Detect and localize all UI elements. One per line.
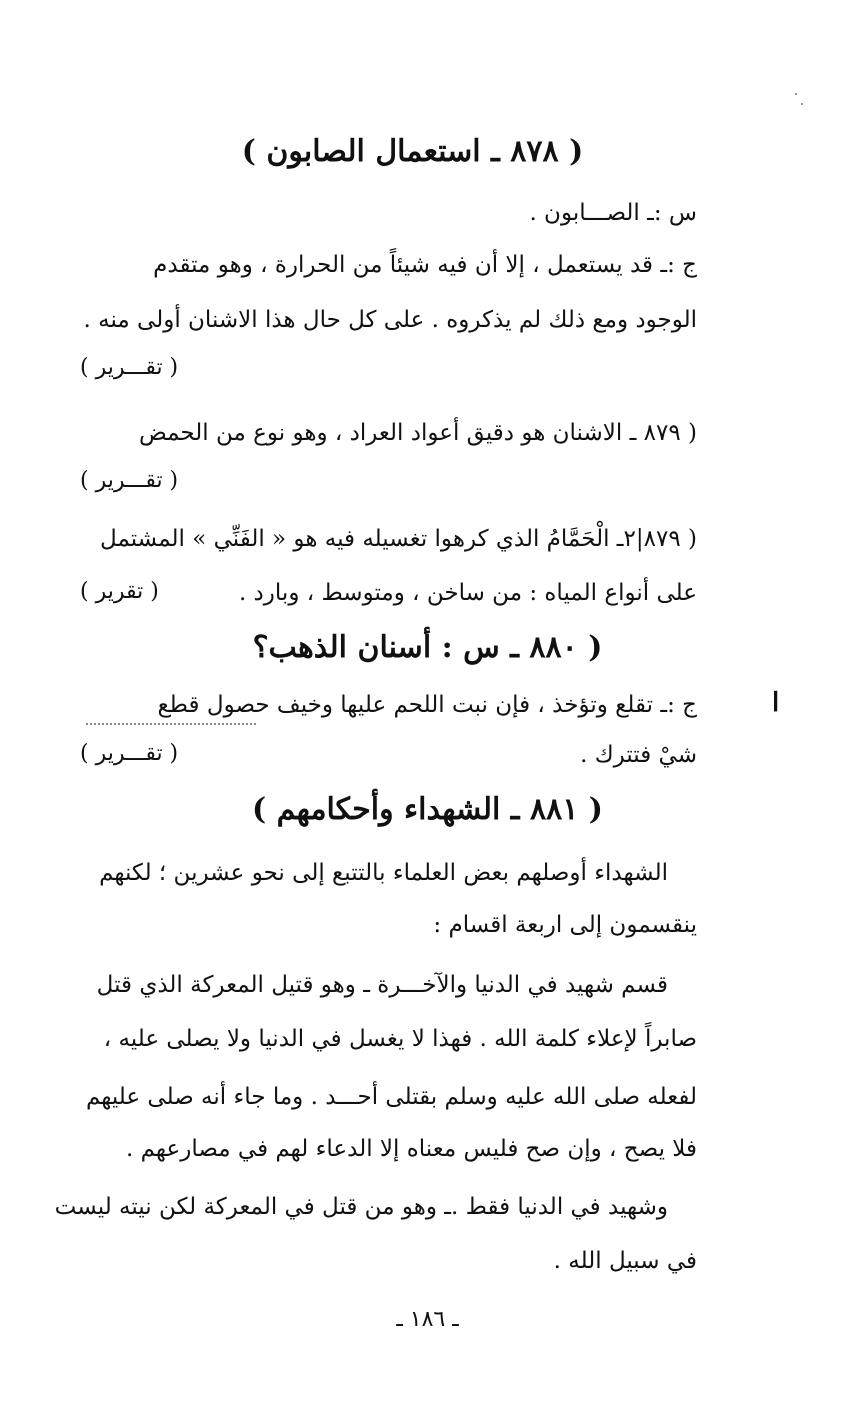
paragraph-881-2-line-3: لفعله صلى الله عليه وسلم بقتلى أحـــد . وما جاء أنه صلى عليهم xyxy=(85,1084,697,1110)
paragraph-881-2-line-1: قسم شهيد في الدنيا والآخـــرة ـ وهو قتيل المعركة الذي قتل xyxy=(96,972,668,998)
note-879-2-line-2: على أنواع المياه : من ساخن ، ومتوسط ، وبارد . xyxy=(238,580,697,606)
paragraph-881-3-line-2: في سبيل الله . xyxy=(553,1248,697,1274)
source-tag-879-2: ( تقرير ) xyxy=(80,579,159,604)
heading-880: ( ٨٨٠ ـ س : أسنان الذهب؟ xyxy=(252,630,603,665)
note-879-2-line-1: ( ٨٧٩|٢ـ الْحَمَّامُ الذي كرهوا تغسيله فيه هو « الفَنِّي » المشتمل xyxy=(100,526,697,552)
page-number: ـ ١٨٦ ـ xyxy=(396,1307,459,1332)
source-tag-878: ( تقـــرير ) xyxy=(80,355,179,380)
answer-880-line-1: ج :ـ تقلع وتؤخذ ، فإن نبت اللحم عليها وخيف حصول قطع xyxy=(157,692,697,718)
heading-881: ( ٨٨١ ـ الشهداء وأحكامهم ) xyxy=(252,792,603,827)
paragraph-881-1-line-1: الشهداء أوصلهم بعض العلماء بالتتبع إلى نحو عشرين ؛ لكنهم xyxy=(99,860,668,886)
note-879-line-1: ( ٨٧٩ ـ الاشنان هو دقيق أعواد العراد ، وهو نوع من الحمض xyxy=(138,420,697,446)
answer-880-line-2: شيْ فتترك . xyxy=(580,742,697,768)
question-878: س :ـ الصـــابون . xyxy=(529,200,697,226)
paragraph-881-2-line-2: صابراً لإعلاء كلمة الله . فهذا لا يغسل في الدنيا ولا يصلى عليه ، xyxy=(103,1026,697,1052)
paragraph-881-3-line-1: وشهيد في الدنيا فقط .ـ وهو من قتل في المعركة لكن نيته ليست xyxy=(54,1194,668,1220)
scan-speck xyxy=(801,103,803,105)
paragraph-881-1-line-2: ينقسمون إلى اربعة اقسام : xyxy=(433,912,697,938)
answer-878-line-1: ج :ـ قد يستعمل ، إلا أن فيه شيئاً من الحرارة ، وهو متقدم xyxy=(153,252,697,278)
heading-878: ( ٨٧٨ ـ استعمال الصابون ) xyxy=(241,134,584,169)
paragraph-881-2-line-4: فلا يصح ، وإن صح فليس معناه إلا الدعاء لهم في مصارعهم . xyxy=(125,1136,697,1162)
scan-smudge xyxy=(86,723,256,728)
source-tag-879: ( تقـــرير ) xyxy=(80,468,179,493)
answer-878-line-2: الوجود ومع ذلك لم يذكروه . على كل حال هذا الاشنان أولى منه . xyxy=(83,307,697,333)
margin-mark: ا xyxy=(772,688,780,718)
scan-speck xyxy=(795,93,797,95)
source-tag-880: ( تقـــرير ) xyxy=(80,741,179,766)
